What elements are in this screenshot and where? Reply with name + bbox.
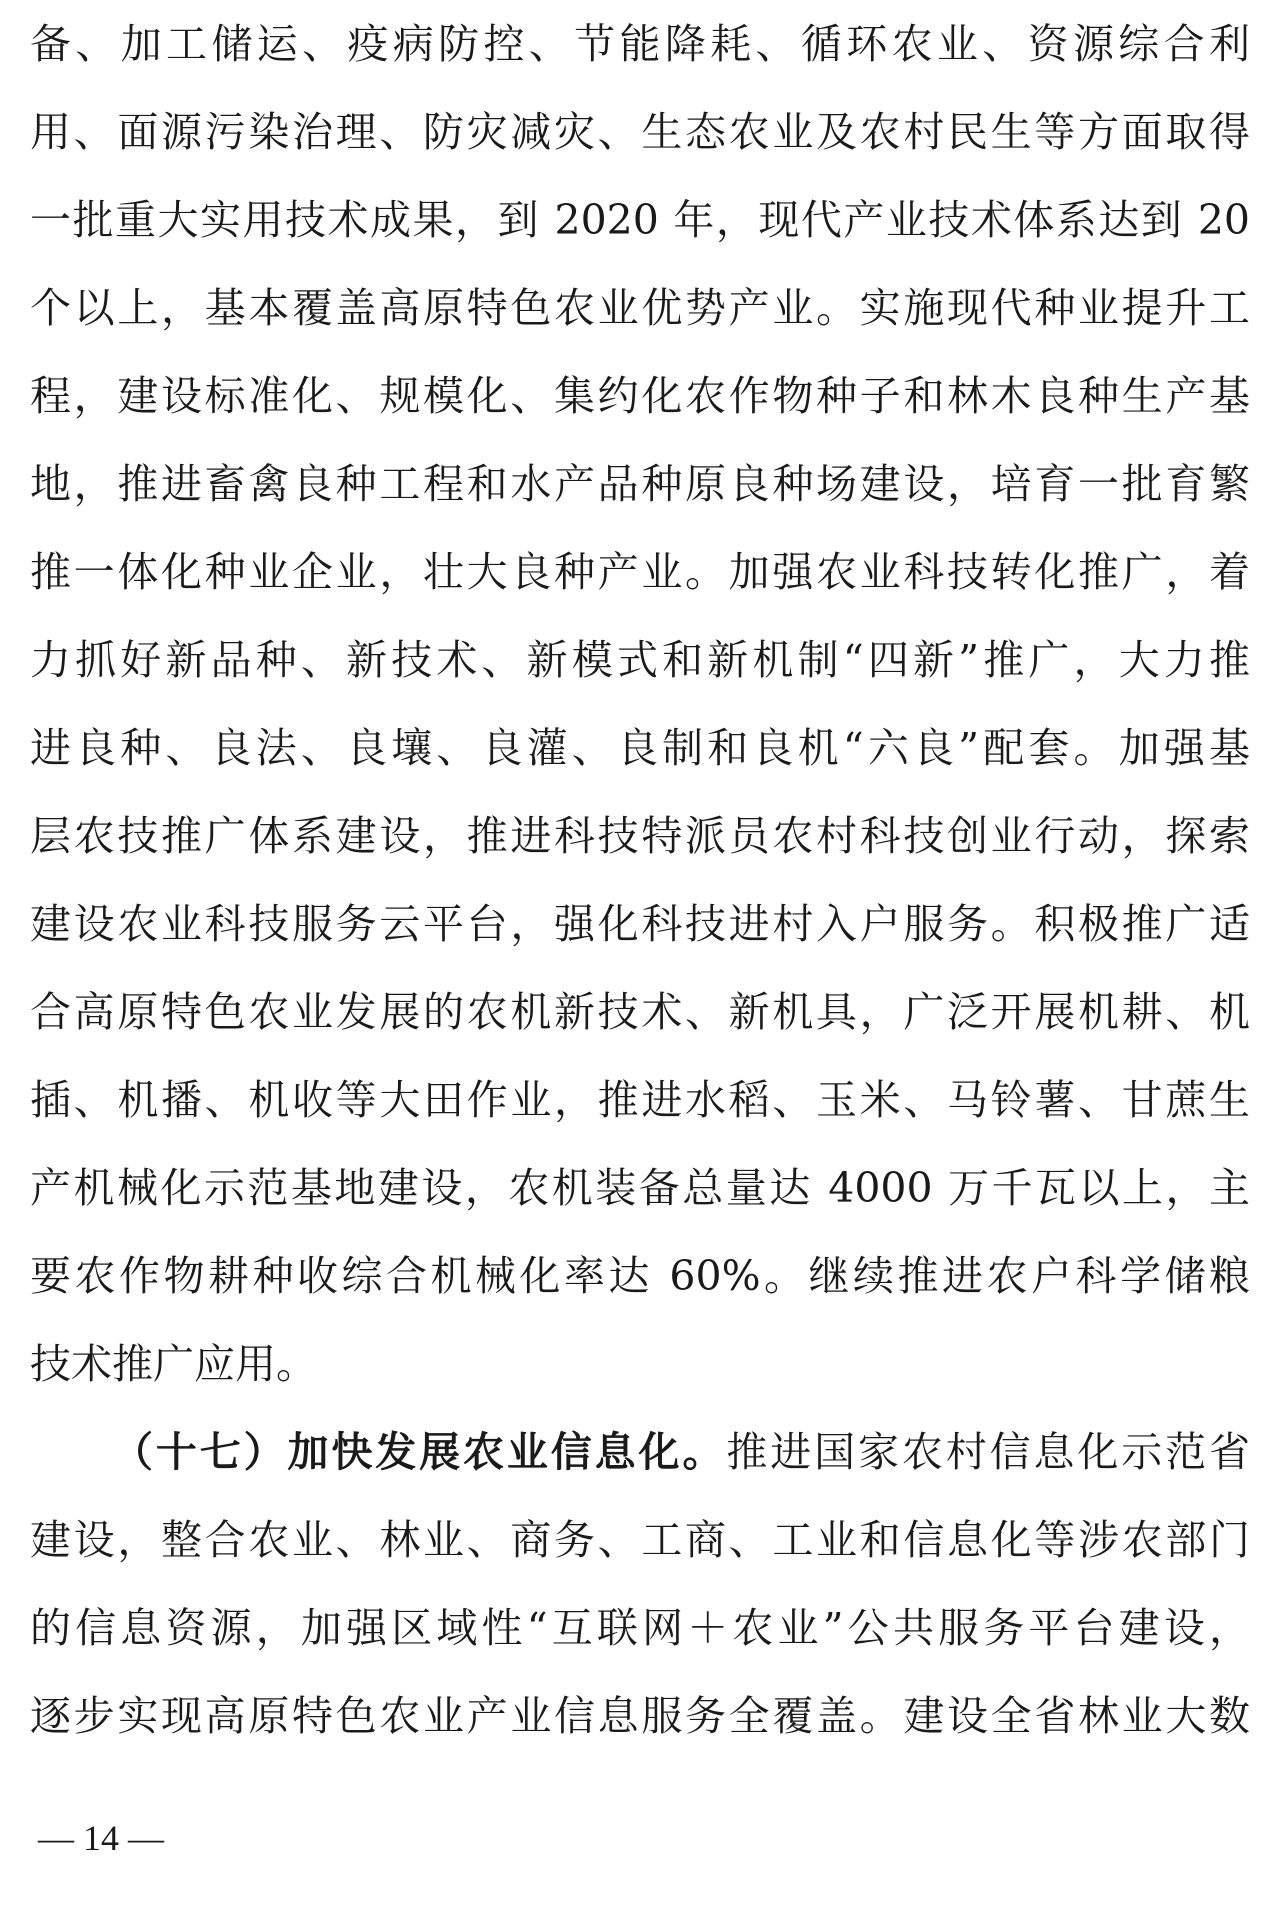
text-line: 建设，整合农业、林业、商务、工商、工业和信息化等涉农部门 <box>30 1516 1250 1564</box>
text-line: 进良种、良法、良壤、良灌、良制和良机“六良”配套。加强基 <box>30 724 1250 772</box>
text-line: 要农作物耕种收综合机械化率达 60%。继续推进农户科学储粮 <box>30 1252 1250 1300</box>
section-first-line-text: 推进国家农村信息化示范省 <box>726 1428 1251 1476</box>
text-line: 用、面源污染治理、防灾减灾、生态农业及农村民生等方面取得 <box>30 108 1250 156</box>
text-line: 地，推进畜禽良种工程和水产品种原良种场建设，培育一批育繁 <box>30 460 1250 508</box>
text-line: 技术推广应用。 <box>30 1340 317 1388</box>
text-line: 逐步实现高原特色农业产业信息服务全覆盖。建设全省林业大数 <box>30 1692 1250 1740</box>
text-line: 的信息资源，加强区域性“互联网＋农业”公共服务平台建设， <box>30 1604 1250 1652</box>
body-text <box>30 0 1250 1760</box>
text-line: 合高原特色农业发展的农机新技术、新机具，广泛开展机耕、机 <box>30 988 1250 1036</box>
section-17-first-line <box>30 1408 1250 1496</box>
text-line: 推一体化种业企业，壮大良种产业。加强农业科技转化推广，着 <box>30 548 1250 596</box>
text-line: 插、机播、机收等大田作业，推进水稻、玉米、马铃薯、甘蔗生 <box>30 1076 1250 1124</box>
text-line: 个以上，基本覆盖高原特色农业优势产业。实施现代种业提升工 <box>30 284 1250 332</box>
section-heading: （十七）加快发展农业信息化。 <box>112 1428 727 1476</box>
text-line: 层农技推广体系建设，推进科技特派员农村科技创业行动，探索 <box>30 812 1250 860</box>
text-line: 一批重大实用技术成果，到 2020 年，现代产业技术体系达到 20 <box>30 196 1250 244</box>
text-line: 程，建设标准化、规模化、集约化农作物种子和林木良种生产基 <box>30 372 1250 420</box>
text-line: 力抓好新品种、新技术、新模式和新机制“四新”推广，大力推 <box>30 636 1250 684</box>
page-number: — 14 — <box>38 1818 164 1858</box>
text-line: 建设农业科技服务云平台，强化科技进村入户服务。积极推广适 <box>30 900 1250 948</box>
text-line: 产机械化示范基地建设，农机装备总量达 4000 万千瓦以上，主 <box>30 1164 1250 1212</box>
text-line: 备、加工储运、疫病防控、节能降耗、循环农业、资源综合利 <box>30 20 1250 68</box>
